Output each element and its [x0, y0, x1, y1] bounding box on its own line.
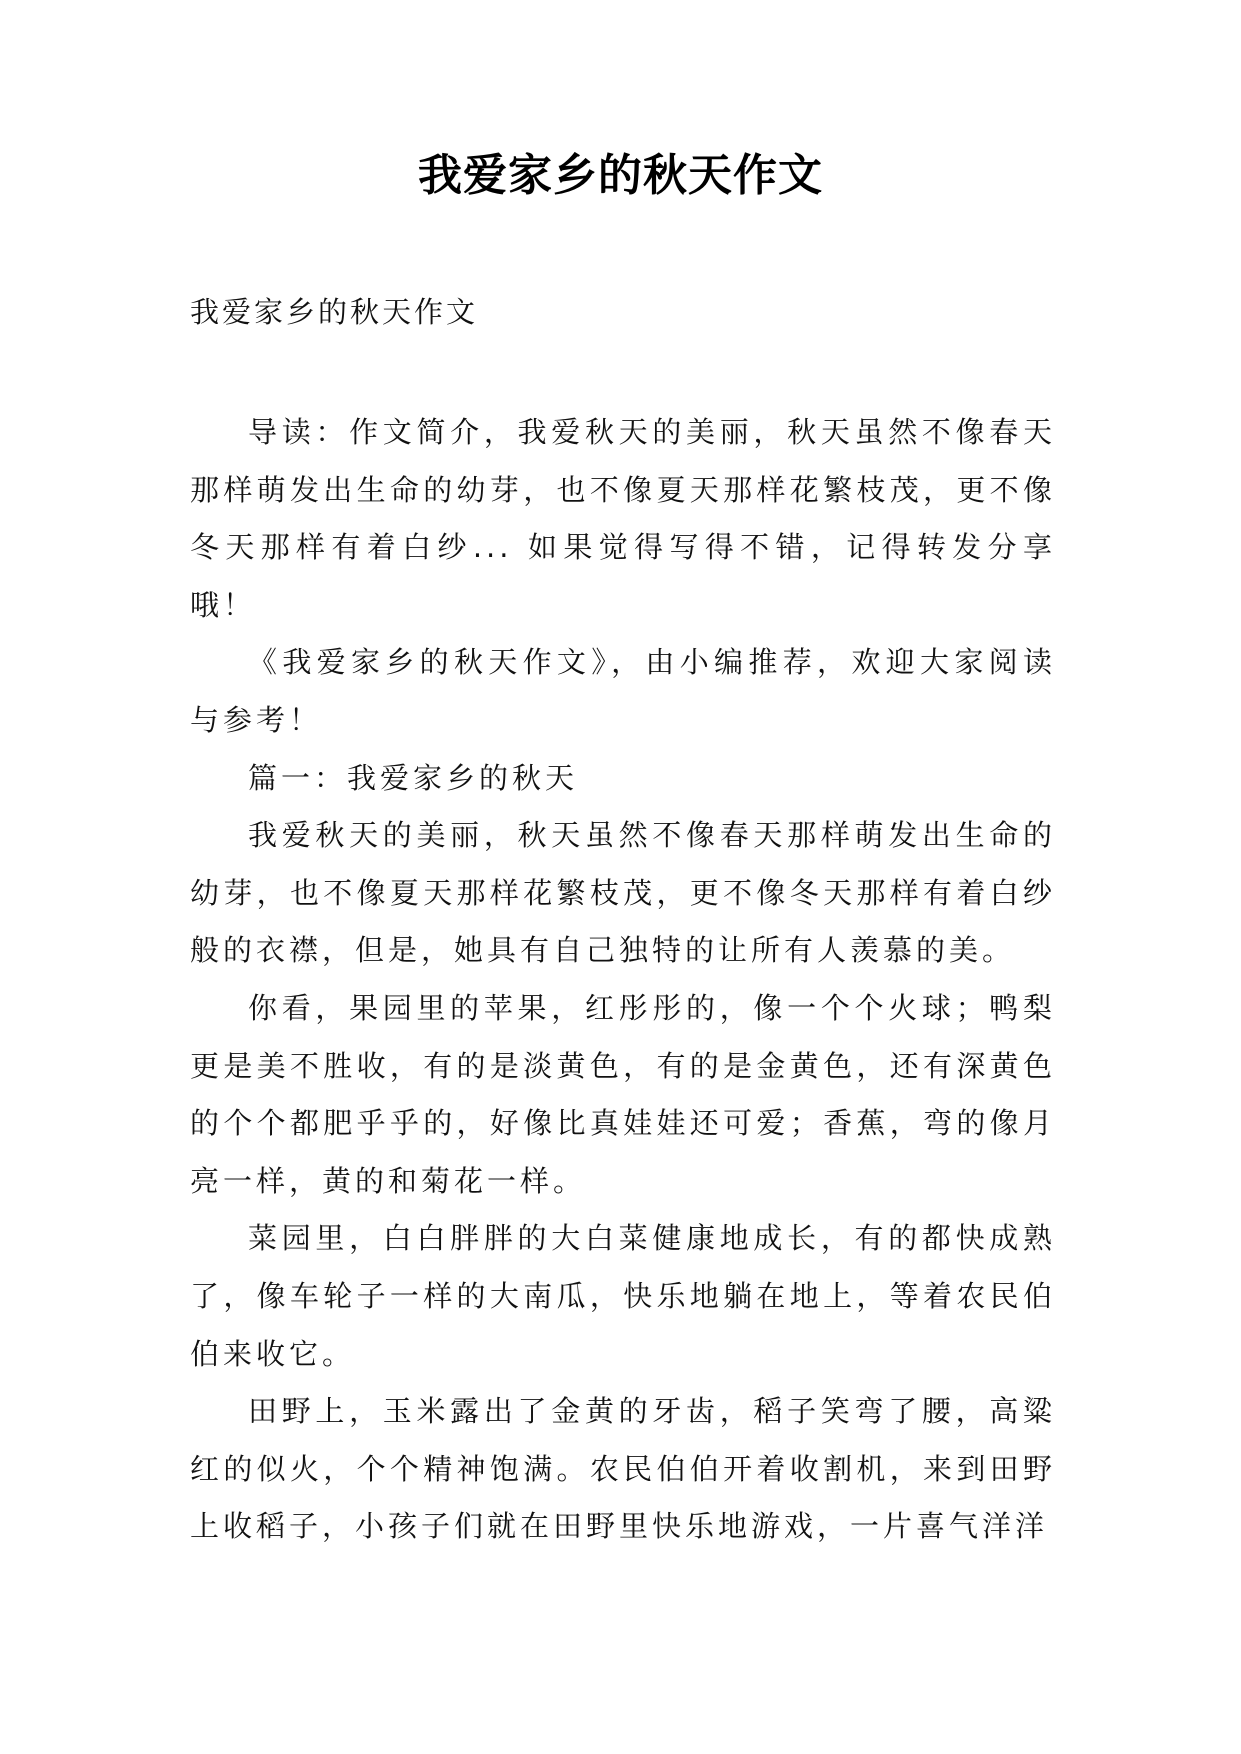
document-subtitle: 我爱家乡的秋天作文	[190, 295, 479, 329]
paragraph: 你看，果园里的苹果，红彤彤的，像一个个火球；鸭梨更是美不胜收，有的是淡黄色，有的是金黄色，还有深黄色的个个都肥乎乎的，好像比真娃娃还可爱；香蕉，弯的像月亮一样，黄的和菊花一样。	[190, 990, 1056, 1198]
paragraph: 我爱秋天的美丽，秋天虽然不像春天那样萌发出生命的幼芽，也不像夏天那样花繁枝茂，更不像冬天那样有着白纱般的衣襟，但是，她具有自己独特的让所有人羡慕的美。	[190, 818, 1056, 968]
paragraph: 田野上，玉米露出了金黄的牙齿，稻子笑弯了腰，高粱红的似火，个个精神饱满。农民伯伯开着收割机，来到田野上收稻子，小孩子们就在田野里快乐地游戏，一片喜气洋洋	[190, 1394, 1056, 1544]
paragraph: 菜园里，白白胖胖的大白菜健康地成长，有的都快成熟了，像车轮子一样的大南瓜，快乐地躺在地上，等着农民伯伯来收它。	[190, 1221, 1056, 1371]
document-title: 我爱家乡的秋天作文	[418, 150, 823, 201]
paragraph-intro: 导读：作文简介，我爱秋天的美丽，秋天虽然不像春天那样萌发出生命的幼芽，也不像夏天那样花繁枝茂，更不像冬天那样有着白纱... 如果觉得写得不错，记得转发分享哦！	[190, 415, 1056, 622]
document-body	[190, 404, 1056, 1556]
paragraph-recommendation: 《我爱家乡的秋天作文》，由小编推荐，欢迎大家阅读与参考！	[190, 645, 1056, 737]
section-heading: 篇一：我爱家乡的秋天	[248, 760, 579, 795]
